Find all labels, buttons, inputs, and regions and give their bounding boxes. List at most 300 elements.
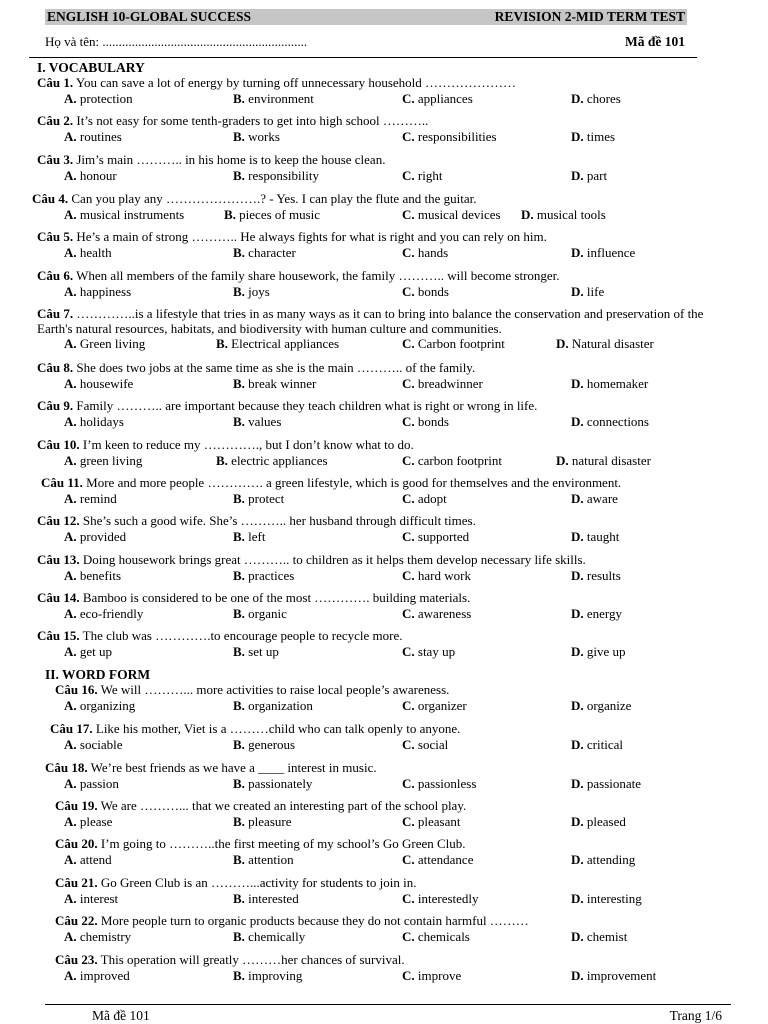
answer-option-b[interactable] xyxy=(233,698,313,714)
question-stem xyxy=(55,875,416,891)
option-text: passionless xyxy=(414,776,477,791)
answer-option-c[interactable] xyxy=(402,336,505,352)
question-stem xyxy=(55,952,405,968)
question-text: This operation will greatly ………her chances of survival. xyxy=(97,952,405,967)
option-letter: C. xyxy=(402,168,415,183)
question-number: Câu 8. xyxy=(37,360,74,375)
option-letter: B. xyxy=(233,491,245,506)
answer-option-a[interactable] xyxy=(64,814,112,830)
option-text: organizer xyxy=(414,698,467,713)
question-number: Câu 7. xyxy=(37,306,74,321)
option-text: pleasure xyxy=(244,814,292,829)
option-letter: A. xyxy=(64,644,77,659)
option-letter: C. xyxy=(402,91,415,106)
answer-option-d[interactable] xyxy=(571,852,635,868)
answer-option-a[interactable] xyxy=(64,491,117,507)
option-text: chores xyxy=(583,91,621,106)
question-text: He’s a main of strong ……….. He always fights for what is right and you can rely on him. xyxy=(73,229,547,244)
question-number: Câu 21. xyxy=(55,875,98,890)
option-text: passionate xyxy=(583,776,642,791)
option-letter: A. xyxy=(64,453,77,468)
answer-option-c[interactable] xyxy=(402,129,497,145)
answer-option-a[interactable] xyxy=(64,129,122,145)
question-text: When all members of the family share housework, the family ……….. will become stronger. xyxy=(73,268,560,283)
question-text: Doing housework brings great ……….. to children as it helps them develop necessary life skills. xyxy=(79,552,586,567)
answer-option-a[interactable] xyxy=(64,529,126,545)
option-text: housewife xyxy=(76,376,134,391)
option-letter: B. xyxy=(216,336,228,351)
question-number: Câu 16. xyxy=(55,682,98,697)
option-text: attend xyxy=(76,852,112,867)
answer-option-a[interactable] xyxy=(64,336,145,352)
option-letter: C. xyxy=(402,968,415,983)
question-stem xyxy=(37,398,537,414)
option-text: pleased xyxy=(583,814,626,829)
option-letter: A. xyxy=(64,698,77,713)
question-stem xyxy=(37,152,385,168)
exam-code: Mã đề 101 xyxy=(625,34,685,49)
answer-option-a[interactable] xyxy=(64,414,124,430)
answer-option-c[interactable] xyxy=(402,814,460,830)
question-text: More and more people …………. a green lifestyle, which is good for themselves and the environment. xyxy=(82,475,622,490)
option-text: protection xyxy=(76,91,133,106)
option-text: results xyxy=(583,568,621,583)
answer-option-d[interactable] xyxy=(571,529,619,545)
option-text: right xyxy=(414,168,443,183)
option-letter: D. xyxy=(571,91,584,106)
student-name-line xyxy=(45,34,307,50)
question-stem xyxy=(32,191,476,207)
answer-option-b[interactable] xyxy=(233,968,302,984)
option-letter: B. xyxy=(233,814,245,829)
option-letter: A. xyxy=(64,491,77,506)
option-text: chemically xyxy=(244,929,306,944)
question-number: Câu 2. xyxy=(37,113,74,128)
question-stem xyxy=(55,836,466,852)
option-letter: A. xyxy=(64,929,77,944)
question-stem xyxy=(45,760,377,776)
option-text: stay up xyxy=(414,644,456,659)
answer-option-d[interactable] xyxy=(571,414,649,430)
answer-option-c[interactable] xyxy=(402,606,471,622)
question-stem xyxy=(37,229,547,245)
question-text: You can save a lot of energy by turning off unnecessary household ………………… xyxy=(73,75,517,90)
answer-option-a[interactable] xyxy=(64,453,142,469)
option-text: awareness xyxy=(414,606,472,621)
option-letter: D. xyxy=(571,891,584,906)
question-stem xyxy=(37,628,402,644)
option-text: passion xyxy=(76,776,119,791)
option-text: break winner xyxy=(244,376,317,391)
option-text: remind xyxy=(76,491,117,506)
answer-option-d[interactable] xyxy=(571,644,626,660)
answer-option-a[interactable] xyxy=(64,698,135,714)
answer-option-c[interactable] xyxy=(402,644,455,660)
option-text: connections xyxy=(583,414,649,429)
answer-option-b[interactable] xyxy=(233,529,266,545)
option-letter: B. xyxy=(233,968,245,983)
name-label: Họ và tên: xyxy=(45,34,100,49)
option-letter: A. xyxy=(64,776,77,791)
answer-option-d[interactable] xyxy=(571,491,618,507)
option-letter: D. xyxy=(571,644,584,659)
option-letter: B. xyxy=(233,929,245,944)
option-text: routines xyxy=(76,129,122,144)
option-text: attendance xyxy=(414,852,474,867)
option-text: organizing xyxy=(76,698,136,713)
option-letter: D. xyxy=(571,245,584,260)
answer-option-c[interactable] xyxy=(402,776,476,792)
question-text: More people turn to organic products because they do not contain harmful ……… xyxy=(97,913,529,928)
option-letter: B. xyxy=(233,129,245,144)
question-text: We are ………... that we created an interesting part of the school play. xyxy=(97,798,467,813)
option-text: life xyxy=(583,284,605,299)
option-text: appliances xyxy=(414,91,473,106)
answer-option-d[interactable] xyxy=(571,129,615,145)
option-letter: A. xyxy=(64,891,77,906)
footer-exam-code: Mã đề 101 xyxy=(92,1008,150,1023)
name-blank: ............................................................... xyxy=(99,34,308,49)
option-letter: B. xyxy=(233,606,245,621)
answer-option-d[interactable] xyxy=(571,284,604,300)
answer-option-c[interactable] xyxy=(402,284,449,300)
question-number: Câu 13. xyxy=(37,552,80,567)
question-stem xyxy=(55,798,466,814)
answer-option-a[interactable] xyxy=(64,376,133,392)
option-letter: C. xyxy=(402,376,415,391)
option-text: environment xyxy=(244,91,314,106)
answer-option-a[interactable] xyxy=(64,568,121,584)
answer-option-c[interactable] xyxy=(402,968,461,984)
answer-option-c[interactable] xyxy=(402,207,501,223)
answer-option-c[interactable] xyxy=(402,245,448,261)
option-letter: C. xyxy=(402,284,415,299)
option-text: musical instruments xyxy=(76,207,185,222)
option-text: provided xyxy=(76,529,127,544)
answer-option-b[interactable] xyxy=(233,414,281,430)
answer-option-d[interactable] xyxy=(571,891,642,907)
option-letter: D. xyxy=(571,606,584,621)
answer-option-b[interactable] xyxy=(233,776,312,792)
answer-option-d[interactable] xyxy=(556,453,651,469)
answer-option-c[interactable] xyxy=(402,91,473,107)
question-text: It’s not easy for some tenth-graders to get into high school ……….. xyxy=(73,113,429,128)
question-number: Câu 18. xyxy=(45,760,88,775)
answer-option-b[interactable] xyxy=(233,644,279,660)
answer-option-d[interactable] xyxy=(571,245,635,261)
question-text: Go Green Club is an ………...activity for students to join in. xyxy=(97,875,417,890)
question-stem xyxy=(37,513,476,529)
option-letter: D. xyxy=(571,491,584,506)
question-number: Câu 6. xyxy=(37,268,74,283)
answer-option-a[interactable] xyxy=(64,891,118,907)
option-letter: A. xyxy=(64,737,77,752)
section-title-word-form: II. WORD FORM xyxy=(45,667,151,682)
option-text: times xyxy=(583,129,616,144)
answer-option-d[interactable] xyxy=(571,929,627,945)
option-text: please xyxy=(76,814,113,829)
question-text: She does two jobs at the same time as she is the main ……….. of the family. xyxy=(73,360,476,375)
question-stem xyxy=(37,75,516,91)
option-letter: A. xyxy=(64,336,77,351)
option-text: interestedly xyxy=(414,891,479,906)
option-letter: D. xyxy=(571,814,584,829)
question-stem xyxy=(55,682,449,698)
option-text: organization xyxy=(244,698,313,713)
question-text: Jim’s main ……….. in his home is to keep the house clean. xyxy=(73,152,386,167)
answer-option-c[interactable] xyxy=(402,852,473,868)
answer-option-c[interactable] xyxy=(402,414,449,430)
answer-option-d[interactable] xyxy=(571,91,621,107)
option-letter: C. xyxy=(402,814,415,829)
option-text: holidays xyxy=(76,414,124,429)
header-divider xyxy=(29,57,697,58)
option-letter: A. xyxy=(64,245,77,260)
option-text: aware xyxy=(583,491,618,506)
option-letter: B. xyxy=(233,568,245,583)
answer-option-d[interactable] xyxy=(571,168,607,184)
answer-option-a[interactable] xyxy=(64,606,143,622)
option-letter: B. xyxy=(233,776,245,791)
option-text: honour xyxy=(76,168,117,183)
question-number: Câu 12. xyxy=(37,513,80,528)
question-number: Câu 9. xyxy=(37,398,74,413)
option-letter: B. xyxy=(216,453,228,468)
answer-option-a[interactable] xyxy=(64,168,117,184)
option-text: bonds xyxy=(414,414,449,429)
question-stem xyxy=(37,306,737,336)
answer-option-c[interactable] xyxy=(402,891,479,907)
option-text: carbon footprint xyxy=(414,453,503,468)
question-text: She’s such a good wife. She’s ……….. her husband through difficult times. xyxy=(79,513,476,528)
answer-option-d[interactable] xyxy=(571,814,626,830)
answer-option-b[interactable] xyxy=(233,245,296,261)
option-text: improve xyxy=(414,968,462,983)
question-text: …………..is a lifestyle that tries in as many ways as it can to bring into balance the conservation and preservation of the Earth's natural resources, habitats, and biodiversity with human culture and communities. xyxy=(37,306,704,336)
option-letter: C. xyxy=(402,698,415,713)
option-letter: D. xyxy=(571,129,584,144)
option-text: interested xyxy=(244,891,299,906)
answer-option-b[interactable] xyxy=(216,453,328,469)
answer-option-a[interactable] xyxy=(64,91,133,107)
option-letter: B. xyxy=(233,284,245,299)
question-text: Family ……….. are important because they teach children what is right or wrong in life. xyxy=(73,398,538,413)
answer-option-b[interactable] xyxy=(233,606,287,622)
question-stem xyxy=(37,552,586,568)
option-text: practices xyxy=(244,568,295,583)
question-number: Câu 15. xyxy=(37,628,80,643)
option-letter: B. xyxy=(224,207,236,222)
answer-option-d[interactable] xyxy=(571,776,641,792)
question-number: Câu 23. xyxy=(55,952,98,967)
option-text: musical devices xyxy=(414,207,501,222)
option-text: chemist xyxy=(583,929,628,944)
option-text: benefits xyxy=(76,568,122,583)
answer-option-b[interactable] xyxy=(233,814,291,830)
answer-option-b[interactable] xyxy=(216,336,339,352)
option-text: eco-friendly xyxy=(76,606,144,621)
question-stem xyxy=(50,721,460,737)
question-stem xyxy=(37,360,475,376)
option-text: improving xyxy=(244,968,303,983)
question-text: Bamboo is considered to be one of the most …………. building materials. xyxy=(79,590,471,605)
answer-option-d[interactable] xyxy=(571,737,623,753)
option-letter: A. xyxy=(64,606,77,621)
answer-option-c[interactable] xyxy=(402,168,442,184)
option-text: musical tools xyxy=(533,207,606,222)
option-letter: D. xyxy=(556,336,569,351)
option-text: breadwinner xyxy=(414,376,483,391)
option-letter: D. xyxy=(521,207,534,222)
answer-option-a[interactable] xyxy=(64,207,184,223)
question-text: We’re best friends as we have a ____ interest in music. xyxy=(87,760,377,775)
option-text: attending xyxy=(583,852,636,867)
option-text: natural disaster xyxy=(568,453,651,468)
answer-option-a[interactable] xyxy=(64,644,112,660)
answer-option-c[interactable] xyxy=(402,529,469,545)
question-stem xyxy=(41,475,621,491)
option-letter: D. xyxy=(571,776,584,791)
course-title: ENGLISH 10-GLOBAL SUCCESS xyxy=(47,9,252,24)
option-text: improved xyxy=(76,968,130,983)
option-text: attention xyxy=(244,852,294,867)
option-letter: C. xyxy=(402,207,415,222)
answer-option-d[interactable] xyxy=(571,698,631,714)
question-stem xyxy=(37,437,414,453)
option-letter: D. xyxy=(556,453,569,468)
question-stem xyxy=(37,590,470,606)
answer-option-b[interactable] xyxy=(233,568,294,584)
option-text: chemicals xyxy=(414,929,470,944)
question-number: Câu 22. xyxy=(55,913,98,928)
question-number: Câu 19. xyxy=(55,798,98,813)
question-number: Câu 3. xyxy=(37,152,74,167)
option-letter: B. xyxy=(233,91,245,106)
answer-option-a[interactable] xyxy=(64,776,119,792)
section-title-vocabulary: I. VOCABULARY xyxy=(37,60,145,75)
option-letter: A. xyxy=(64,168,77,183)
option-text: green living xyxy=(76,453,143,468)
option-letter: B. xyxy=(233,737,245,752)
footer-divider xyxy=(45,1004,731,1005)
option-text: character xyxy=(244,245,296,260)
answer-option-d[interactable] xyxy=(571,606,622,622)
question-text: The club was ………….to encourage people to recycle more. xyxy=(79,628,403,643)
option-letter: D. xyxy=(571,737,584,752)
answer-option-a[interactable] xyxy=(64,737,122,753)
option-letter: B. xyxy=(233,245,245,260)
answer-option-b[interactable] xyxy=(233,852,294,868)
option-letter: A. xyxy=(64,129,77,144)
option-text: organize xyxy=(583,698,632,713)
option-letter: B. xyxy=(233,891,245,906)
question-text: We will ………... more activities to raise local people’s awareness. xyxy=(97,682,450,697)
option-text: adopt xyxy=(414,491,447,506)
option-text: values xyxy=(244,414,282,429)
test-title: REVISION 2-MID TERM TEST xyxy=(494,9,685,24)
option-letter: D. xyxy=(571,698,584,713)
answer-option-b[interactable] xyxy=(233,376,316,392)
header-bar xyxy=(45,9,687,25)
option-text: responsibilities xyxy=(414,129,497,144)
option-text: pieces of music xyxy=(235,207,321,222)
footer-page-number: Trang 1/6 xyxy=(669,1008,722,1023)
answer-option-d[interactable] xyxy=(521,207,606,223)
answer-option-b[interactable] xyxy=(224,207,320,223)
answer-option-b[interactable] xyxy=(233,129,280,145)
answer-option-a[interactable] xyxy=(64,929,131,945)
answer-option-c[interactable] xyxy=(402,491,447,507)
option-text: get up xyxy=(76,644,113,659)
option-text: social xyxy=(414,737,449,752)
answer-option-d[interactable] xyxy=(571,568,621,584)
answer-option-a[interactable] xyxy=(64,852,112,868)
option-text: health xyxy=(76,245,112,260)
option-letter: C. xyxy=(402,568,415,583)
answer-option-b[interactable] xyxy=(233,168,319,184)
answer-option-b[interactable] xyxy=(233,491,284,507)
answer-option-b[interactable] xyxy=(233,737,295,753)
answer-option-a[interactable] xyxy=(64,284,131,300)
question-number: Câu 20. xyxy=(55,836,98,851)
option-text: protect xyxy=(244,491,285,506)
answer-option-a[interactable] xyxy=(64,968,130,984)
answer-option-b[interactable] xyxy=(233,891,299,907)
question-number: Câu 4. xyxy=(32,191,69,206)
question-text: I’m going to ………..the first meeting of my school’s Go Green Club. xyxy=(97,836,466,851)
option-text: hands xyxy=(414,245,449,260)
answer-option-b[interactable] xyxy=(233,284,270,300)
option-letter: C. xyxy=(402,644,415,659)
option-text: electric appliances xyxy=(227,453,328,468)
answer-option-c[interactable] xyxy=(402,929,470,945)
option-text: homemaker xyxy=(583,376,649,391)
option-text: interesting xyxy=(583,891,642,906)
answer-option-d[interactable] xyxy=(556,336,654,352)
option-letter: B. xyxy=(233,852,245,867)
answer-option-c[interactable] xyxy=(402,737,448,753)
option-letter: C. xyxy=(402,129,415,144)
option-letter: C. xyxy=(402,453,415,468)
option-text: bonds xyxy=(414,284,449,299)
answer-option-a[interactable] xyxy=(64,245,112,261)
answer-option-b[interactable] xyxy=(233,929,305,945)
answer-option-c[interactable] xyxy=(402,568,471,584)
question-number: Câu 5. xyxy=(37,229,74,244)
option-text: Carbon footprint xyxy=(414,336,505,351)
answer-option-c[interactable] xyxy=(402,376,483,392)
answer-option-d[interactable] xyxy=(571,376,648,392)
option-text: Green living xyxy=(76,336,146,351)
answer-option-c[interactable] xyxy=(402,453,502,469)
question-number: Câu 1. xyxy=(37,75,74,90)
question-text: Like his mother, Viet is a ………child who can talk openly to anyone. xyxy=(92,721,461,736)
answer-option-b[interactable] xyxy=(233,91,314,107)
option-letter: C. xyxy=(402,491,415,506)
answer-option-c[interactable] xyxy=(402,698,467,714)
option-text: Natural disaster xyxy=(568,336,654,351)
question-text: I’m keen to reduce my …………., but I don’t know what to do. xyxy=(79,437,414,452)
answer-option-d[interactable] xyxy=(571,968,656,984)
question-number: Câu 10. xyxy=(37,437,80,452)
option-text: works xyxy=(244,129,280,144)
option-text: pleasant xyxy=(414,814,461,829)
option-letter: D. xyxy=(571,414,584,429)
option-letter: D. xyxy=(571,929,584,944)
option-text: set up xyxy=(244,644,279,659)
option-letter: B. xyxy=(233,644,245,659)
option-text: part xyxy=(583,168,608,183)
